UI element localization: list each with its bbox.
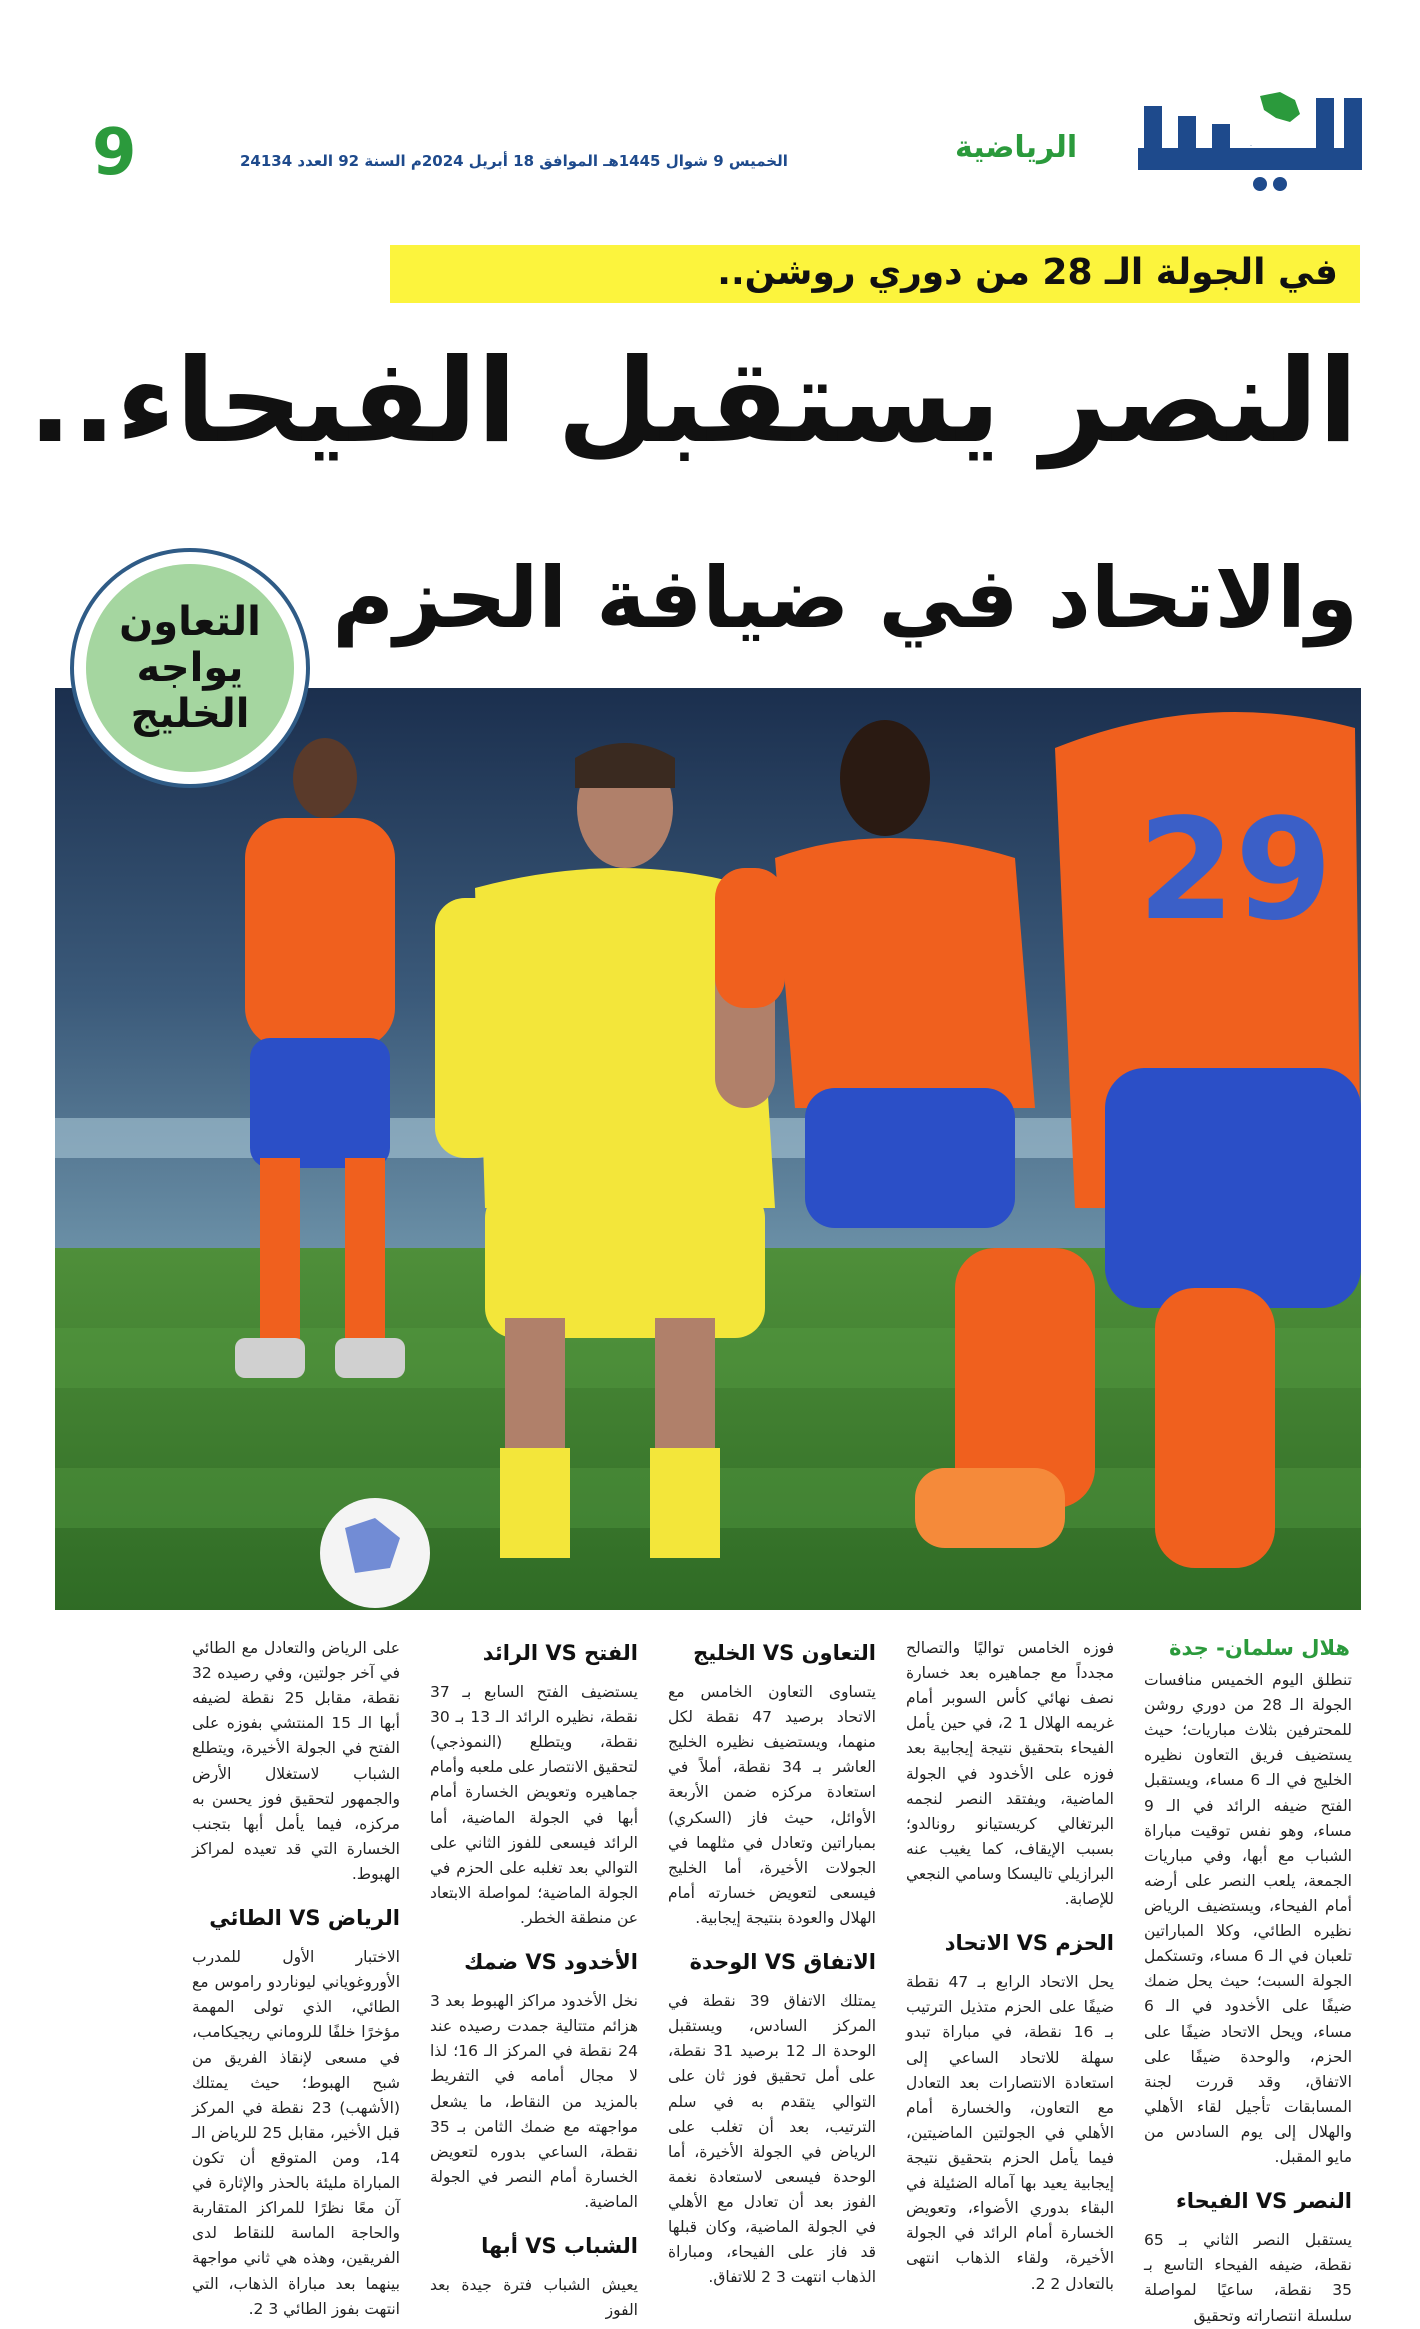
article-column-2 — [906, 1636, 1114, 2297]
football-match-photo-icon — [55, 688, 1361, 1610]
paragraph: يعيش الشباب فترة جيدة بعد الفوز — [430, 2276, 638, 2320]
badge-line-3: الخليج — [130, 691, 250, 737]
headline-main: النصر يستقبل الفيحاء.. — [28, 334, 1358, 469]
badge-line-2: يواجه — [136, 645, 244, 691]
svg-text:البلاد: البلاد — [1250, 146, 1252, 147]
kicker-text: في الجولة الـ 28 من دوري روشن.. — [717, 252, 1338, 293]
article-column-1 — [1144, 1668, 1352, 2329]
paragraph: نخل الأخدود مراكز الهبوط بعد 3 هزائم متتالية جمدت رصيده عند 24 نقطة في المركز الـ 16؛ لذا لا مجال أمامه في التفريط بالمزيد من النقاط، ما يشعل مواجهته مع ضمك الثامن بـ 35 نقطة، الساعي بدوره لتعويض الخسارة أمام النصر في الجولة الماضية. — [430, 1992, 638, 2211]
teaser-badge — [70, 548, 310, 788]
paragraph: يمتلك الاتفاق 39 نقطة في المركز السادس، ويستقبل الوحدة الـ 12 برصيد 31 نقطة، على أمل تحقيق فوز ثان على التوالي يتقدم به في سلم الترتيب، بعد أن تغلب على الرياض في الجولة الأخيرة، أما الوحدة فيسعى لاستعادة نغمة الفوز بعد أن تعادل مع الأهلي في الجولة الماضية، وكان قبلها قد فاز على الفيحاء، ومباراة الذهاب انتهت 3 2 للاتفاق. — [668, 1992, 876, 2287]
paragraph: فوزه الخامس تواليًا والتصالح مجدداً مع جماهيره بعد خسارة نصف نهائي كأس السوبر أمام غريمه الهلال 1 2، في حين يأمل الفيحاء بتحقيق نتيجة إيجابية بعد فوزه على الأخدود في الجولة الماضية، ويفتقد النصر لنجمه البرتغالي كريستيانو رونالدو؛ بسبب الإيقاف، كما يغيب عنه البرازيلي تاليسكا وسامي النجعي للإصابة. — [906, 1639, 1114, 1909]
newspaper-logo — [1130, 88, 1370, 198]
svg-text:29: 29 — [1137, 789, 1333, 952]
paragraph: يستضيف الفتح السابع بـ 37 نقطة، نظيره الرائد الـ 13 بـ 30 نقطة، ويتطلع (النموذجي) لتحقيق الانتصار على ملعبه وأمام جماهيره وتعويض الخسارة أمام أبها في الجولة الماضية، أما الرائد فيسعى للفوز الثاني على التوالي بعد تغلبه على الحزم في الجولة الماضية؛ لمواصلة الابتعاد عن منطقة الخطر. — [430, 1683, 638, 1927]
match-photo — [55, 688, 1361, 1610]
badge-line-1: التعاون — [119, 599, 261, 645]
section-heading: الحزم VS الاتحاد — [944, 1931, 1114, 1956]
section-heading: الاتفاق VS الوحدة — [689, 1950, 876, 1975]
section-heading: الرياض VS الطائي — [209, 1906, 400, 1931]
paragraph: على الرياض والتعادل مع الطائي في آخر جولتين، وفي رصيده 32 نقطة، مقابل 25 نقطة لضيفه أبها الـ 15 المنتشي بفوزه على الفتح في الجولة الأخيرة، ويتطلع الشباب لاستغلال الأرض والجمهور لتحقيق فوز يحسن به مركزه، فيما يأمل أبها بتجنب الخسارة التي قد تعيده لمراكز الهبوط. — [192, 1639, 400, 1883]
paragraph: الاختبار الأول للمدرب الأوروغوياني ليوناردو راموس مع الطائي، الذي تولى المهمة مؤخرًا خلفًا للروماني ريجيكامب، في مسعى لإنقاذ الفريق من شبح الهبوط؛ حيث يمتلك (الأشهب) 23 نقطة في المركز قبل الأخير، مقابل 25 للرياض الـ 14، ومن المتوقع أن تكون المباراة مليئة بالحذر والإثارة في آن معًا نظرًا للمراكز المتقاربة والحاجة الماسة للنقاط لدى الفريقين، وهذه هي ثاني مواجهة بينهما بعد مباراة الذهاب، التي انتهت بفوز الطائي 3 2. — [192, 1948, 400, 2318]
section-heading: التعاون VS الخليج — [693, 1641, 876, 1665]
section-label: الرياضية — [955, 130, 1078, 165]
article-column-4 — [430, 1636, 638, 2323]
paragraph: يحل الاتحاد الرابع بـ 47 نقطة ضيفًا على الحزم متذيل الترتيب بـ 16 نقطة، في مباراة تبدو سهلة للاتحاد الساعي إلى استعادة الانتصارات بعد التعادل مع التعاون، والخسارة أمام الأهلي في الجولتين الماضيتين، فيما يأمل الحزم بتحقيق نتيجة إيجابية يعيد بها آماله الضئيلة في البقاء بدوري الأضواء، وتعويض الخسارة أمام الرائد في الجولة الأخيرة، ولقاء الذهاب انتهى بالتعادل 2 2. — [906, 1973, 1115, 2293]
section-heading: الشباب VS أبها — [481, 2234, 638, 2259]
section-heading: النصر VS الفيحاء — [1176, 2189, 1352, 2214]
article-column-5 — [192, 1636, 400, 2322]
dateline: الخميس 9 شوال 1445هـ الموافق 18 أبريل 2024م السنة 92 العدد 24134 — [240, 152, 788, 170]
section-heading: الأخدود VS ضمك — [464, 1950, 638, 1975]
article-column-3 — [668, 1636, 876, 2290]
paragraph: تنطلق اليوم الخميس منافسات الجولة الـ 28 من دوري روشن للمحترفين بثلاث مباريات؛ حيث يستضيف فريق التعاون نظيره الخليج في الـ 6 مساء، ويستقبل الفتح ضيفه الرائد في الـ 9 مساء، وهو نفس توقيت مباراة الشباب مع أبها، وفي مباريات الجمعة، يلعب النصر على أرضه أمام الفيحاء، ويستضيف الرياض نظيره الطائي، وكلا المباراتين تلعبان في الـ 6 مساء، وتستكمل الجولة السبت؛ حيث يحل ضمك ضيفًا على الأخدود في الـ 6 مساء، ويحل الاتحاد ضيفًا على الحزم، والوحدة ضيفًا على الاتفاق، وقد قررت لجنة المسابقات تأجيل لقاء الأهلي والهلال إلى يوم السادس من مايو المقبل. — [1144, 1671, 1353, 2167]
section-heading: الفتح VS الرائد — [482, 1641, 638, 1665]
headline-secondary: والاتحاد في ضيافة الحزم — [332, 549, 1358, 647]
paragraph: يتساوى التعاون الخامس مع الاتحاد برصيد 47 نقطة لكل منهما، ويستضيف نظيره الخليج العاشر بـ 34 نقطة، أملاً في استعادة مركزه ضمن الأربعة الأوائل، حيث فاز (السكري) بمباراتين وتعادل في مثلهما في الجولات الأخيرة، أما الخليج فيسعى لتعويض خسارته أمام الهلال والعودة بنتيجة إيجابية. — [668, 1683, 876, 1927]
paragraph: يستقبل النصر الثاني بـ 65 نقطة، ضيفه الفيحاء التاسع بـ 35 نقطة، ساعيًا لمواصلة سلسلة انتصاراته وتحقيق — [1144, 2231, 1352, 2325]
page-number: 9 — [92, 116, 137, 190]
byline: هلال سلمان- جدة — [1169, 1636, 1350, 1660]
kicker-banner — [390, 245, 1360, 303]
